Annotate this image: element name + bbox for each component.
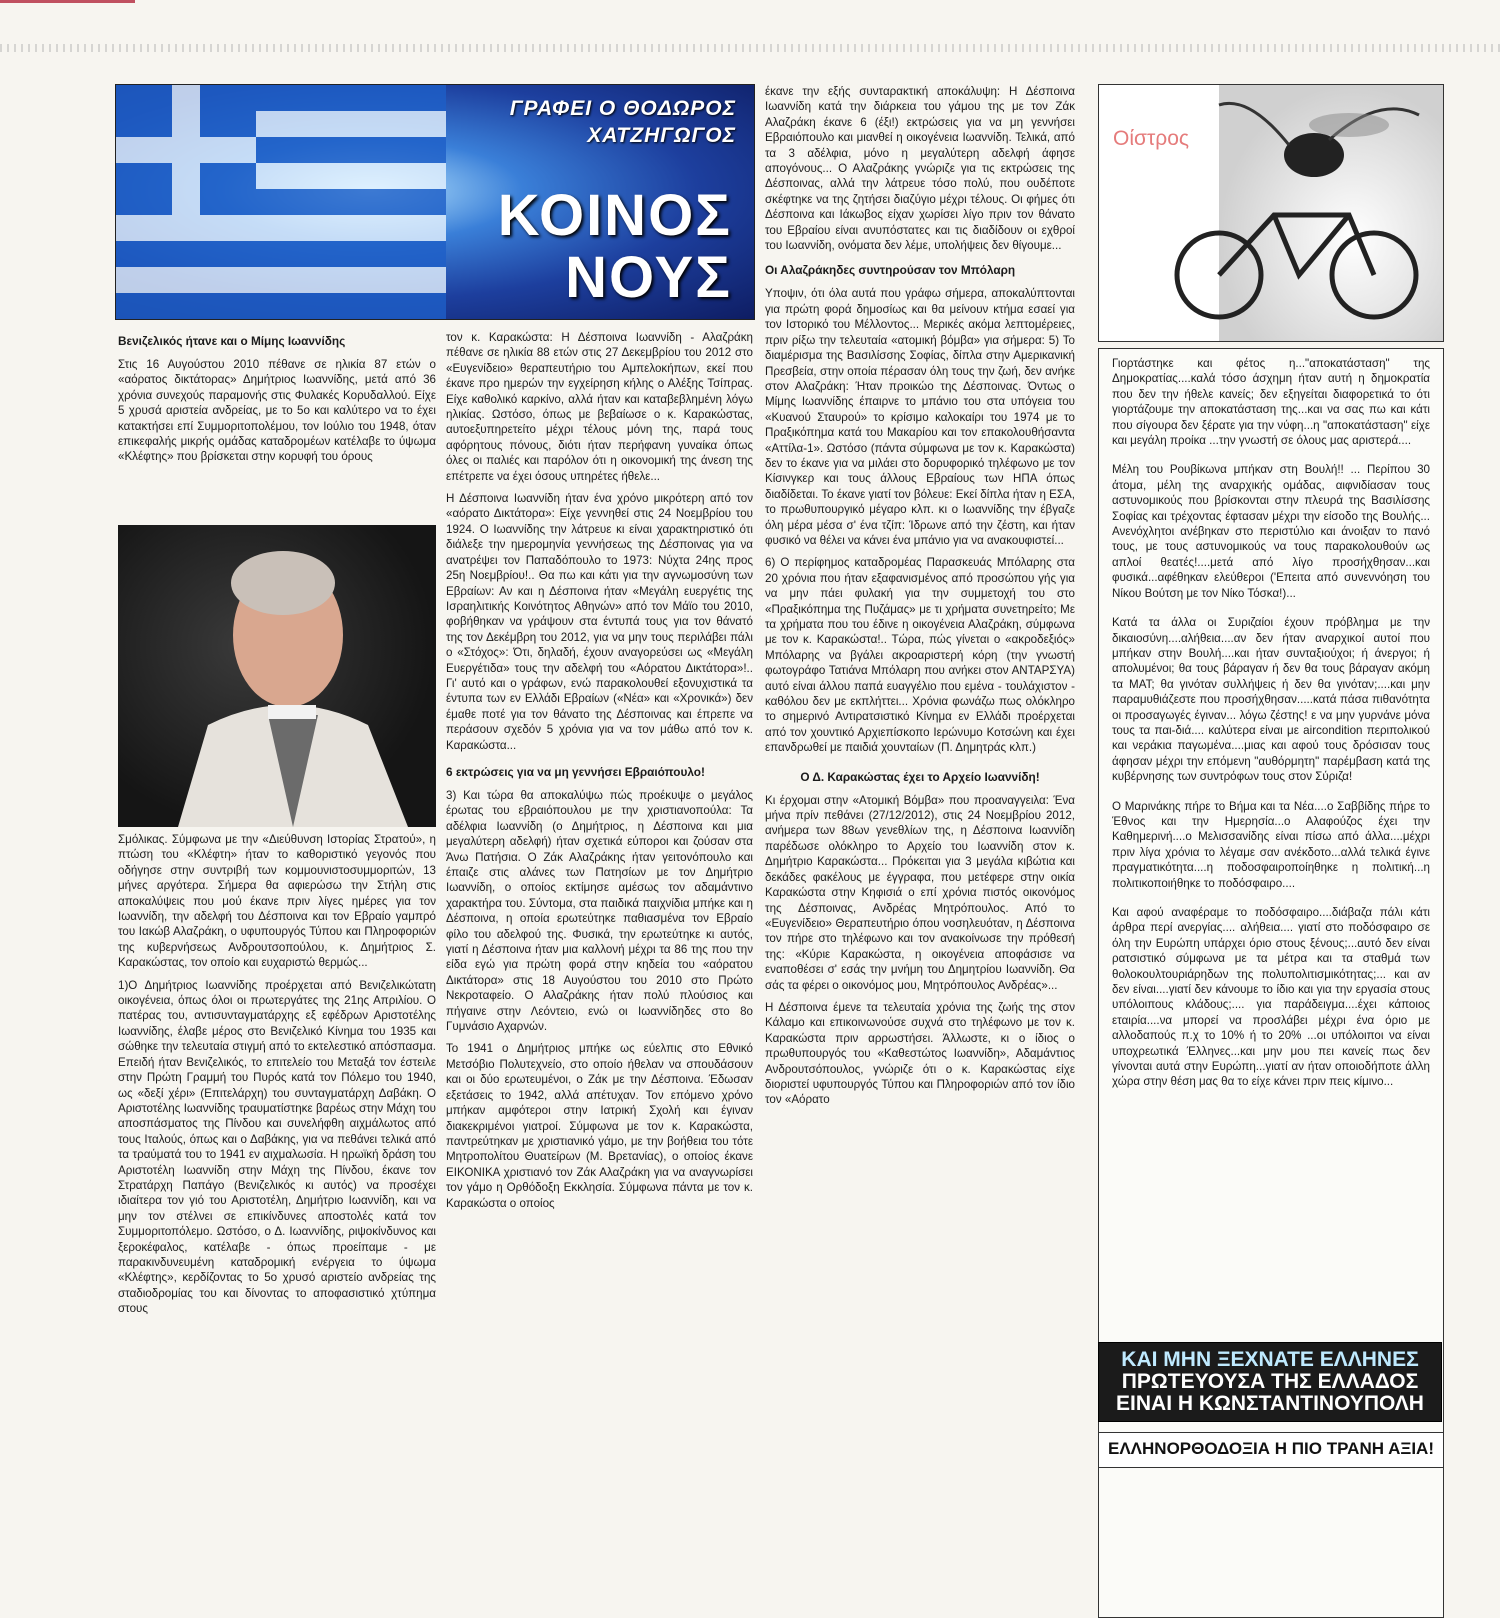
- section-heading-archeio: Ο Δ. Καρακώστας έχει το Αρχείο Ιωαννίδη!: [800, 769, 1040, 784]
- column-4-text: [1112, 356, 1430, 1406]
- byline-line-1: ΓΡΑΦΕΙ Ο ΘΟΔΩΡΟΣ: [509, 97, 736, 120]
- top-rule: [0, 0, 135, 3]
- ad-line-2: ΠΡΩΤΕΥΟΥΣΑ ΤΗΣ ΕΛΛΑΔΟΣ: [1121, 1370, 1419, 1393]
- paragraph: Γιορτάστηκε και φέτος η..."αποκατάσταση" της Δημοκρατίας....καλά τόσο άσχημη ήταν αυτή η δημοκρατία που δεν την ήθελε κανείς; δεν εξηγείται διαφορετικά το ότι γιορτάζουμε την αποκατάσταση της...και να σας πω και κάτι που σίγουρα δεν ξέρατε για την νύφη...η "αποκατάσταση" είχε και μεγάλη προίκα ...την γνωστή σε όλους μας αριστερά....: [1112, 357, 1430, 448]
- section-heading-venizelikos: Βενιζελικός ήτανε και ο Μίμης Ιωαννίδης: [118, 334, 346, 348]
- column-title-line-1: ΚΟΙΝΟΣ: [497, 183, 732, 248]
- section-heading-ektroseis: 6 εκτρώσεις για να μη γεννήσει Εβραιόπουλο!: [446, 764, 705, 779]
- ad-line-1: ΚΑΙ ΜΗΝ ΞΕΧΝΑΤΕ ΕΛΛΗΝΕΣ: [1121, 1348, 1419, 1371]
- oistros-graphic: [1098, 84, 1444, 342]
- column-3: [765, 84, 1075, 1500]
- paragraph: Στις 16 Αυγούστου 2010 πέθανε σε ηλικία 87 ετών ο «αόρατος δικτάτορας» Δημήτριος Ιωαννίδης, μετά από 36 χρόνια συνεχούς παραμονής στις Φυλακές Κορυδαλλού. Είχε 5 χρυσά αριστεία ανδρείας, με το 5ο και καλύτερο να το έχει κατακτήσει επί Συμμοριτοπολέμου, τον Ιούλιο του 1948, όταν επικεφαλής μικρής ομάδας καταδρομέων κατέλαβε το ύψωμα «Κλέφτης» που βρίσκεται στην κορυφή του όρους: [118, 358, 436, 464]
- paragraph: 1)Ο Δημήτριος Ιωαννίδης προέρχεται από Βενιζελικώτατη οικογένεια, όπως όλοι οι πρωτεργάτες της 21ης Απριλίου. Ο πατέρας του, αντισυνταγματάρχης εξ εφέδρων Αριστοτέλης Ιωαννίδης, έλαβε μέρος στο Βενιζελικό Κίνημα του 1935 και σώθηκε την τελευταία στιγμή από το εκτελεστικό απόσπασμα. Επειδή ήταν Βενιζελικός, το επιτελείο του Μεταξά τον έστειλε στην Πρώτη Γραμμή του Πυρός κατά τον Πόλεμο του 1940, ως «δεξί χέρι» (Επιτελάρχη) του συνταγματάρχη Δαβάκη. Ο Αριστοτέλης Ιωαννίδης τραυματίστηκε βαρέως στην Μάχη του αποσπάσματος της Πίνδου και συνελήφθη αιχμάλωτος από τους Ιταλούς, όπως και ο Δαβάκης, για να πεθάνει τελικά από τα τραύματά του το 1941 εν αιχμαλωσία. Η ηρωϊκή δράση του Αριστοτέλη Ιωαννίδη στην Μάχη της Πίνδου, έκανε τον Στρατάρχη Παπάγο (Βενιζελικός κι αυτός) να προσέχει ιδιαίτερα τον γιό του Αριστοτέλη, Δημήτριο Ιωαννίδη, και να μην τον στέλνει σε επικίνδυνες αποστολές κατά τον Συμμοριτοπόλεμο. Ωστόσο, ο Δ. Ιωαννίδης, ριψοκίνδυνος και ξεροκέφαλος, κατέλαβε - όπως προείπαμε - με παρακινδυνευμένη καταδρομική ενέργεια το ύψωμα «Κλέφτης», κερδίζοντας το 5ο χρυσό αριστείο ανδρείας της σταδιοδρομίας του και δίνοντας το αποφασιστικό χτύπημα στους: [118, 978, 436, 1316]
- byline: [510, 95, 736, 149]
- column-title: [498, 185, 732, 309]
- orthodoxy-ad: ΕΛΛΗΝΟΡΘΟΔΟΞΙΑ Η ΠΙΟ ΤΡΑΝΗ ΑΞΙΑ!: [1098, 1432, 1444, 1468]
- paragraph: Και αφού αναφέραμε το ποδόσφαιρο....διάβαζα πάλι κάτι άρθρα περί ανεργίας.... αλήθεια.... γιατί στο ποδόσφαιρο σε όλη την Ευρώπη υπάρχει όριο στους ξένους;...αυτό δεν είναι ρατσιστικό σύμφωνα με τα μέτρα και τα σταθμά των θολοκουλτουριάρηδων της πολυπολιτισμικότητας;... και αν δεν είναι....γιατί δεν κάνουμε το ίδιο και για την εργασία στους υπόλοιπους κλάδους;.... για παράδειγμα....έχει κάποιος εταιρία....να μπορεί να προσλάβει μέχρι ένα όριο με αλλοδαπούς π.χ το 10% ή το 20% ...οι υπόλοιποι να είναι υποχρεωτικά Έλληνες...και μην μου πει κανείς πως δεν γίνονται αυτά στην Ευρώπη...γιατί αν ήταν οποιοδήποτε άλλη χώρα στην θέση μας θα το είχε κάνει πριν πεις κίμινο...: [1112, 906, 1430, 1089]
- column-2: [446, 330, 753, 1500]
- fly-on-bicycle-icon: [1099, 85, 1443, 341]
- oistros-title: Οίστρος: [1113, 127, 1190, 150]
- column-title-line-2: ΝΟΥΣ: [565, 245, 732, 310]
- paragraph: 3) Και τώρα θα αποκαλύψω πώς προέκυψε ο μεγάλος έρωτας του εβραιόπουλου με την χριστιανοπούλα: Τα αδέλφια Ιωαννίδη (ο Δημήτριος, η Δέσποινα και μια μεγαλύτερη αδελφή) ήταν σχετικά εύποροι και ζούσαν στα Άνω Πατήσια. Ο Ζάκ Αλαζράκης ήταν γειτονόπουλο και έπαιζε στις αλάνες των Πατησίων με τον Δημήτριο Ιωαννίδη, ο οποίος εκτίμησε αμέσως τον αδαμάντινο χαρακτήρα του. Σύντομα, στα παιδικά παιχνίδια μπήκε και η Δέσποινα, η οποία ερωτεύτηκε παθιασμένα τον Εβραίο φίλο του αδελφού της. Φυσικά, την ερωτεύτηκε κι αυτός, γιατί η Δέσποινα ήταν μια καλλονή μέχρι τα 86 της που την είδα εγώ για πρώτη φορά στην κηδεία του «αόρατου Δικτάτορα» στις 18 Αυγούστου του 2010 στο Πρώτο Νεκροταφείο. Ο Αλαζράκης ήταν πολύ πλούσιος και πήγαινε στην Λεόντειο, ενώ οι Ιωαννίδηδες στο 8ο Γυμνάσιο Αχαρνών.: [446, 788, 753, 1034]
- paragraph: τον κ. Καρακώστα: Η Δέσποινα Ιωαννίδη - Αλαζράκη πέθανε σε ηλικία 88 ετών στις 27 Δεκεμβρίου του 2012 στο «Ευγενίδειο» θεραπευτήριο του Αμπελοκήπων, εκεί που έκανε προ ημερών την εγχείρηση κήλης ο Αλέξης Τσίπρας. Είχε καθολικό καρκίνο, αλλά ήταν και καταβεβλημένη λόγω ηλικίας. Ωστόσο, όπως με βεβαίωσε ο κ. Καρακώστας, αυτοεξυπηρετείτο μέχρι τέλους μόνη της, παρά τους αφόρητους πόνους, διότι ήταν περήφανη γυναίκα όπως όλες οι παλιές και παρόλον ότι η οικονομική της άνεση της επέτρεπε να έχει όσους υπηρέτες ήθελε...: [446, 331, 753, 483]
- portrait-photo: [118, 525, 436, 827]
- ad-line-3: ΕΙΝΑΙ Η ΚΩΝΣΤΑΝΤΙΝΟΥΠΟΛΗ: [1116, 1392, 1424, 1415]
- constantinople-ad: [1098, 1342, 1442, 1422]
- paragraph: Σμόλικας. Σύμφωνα με την «Διεύθυνση Ιστορίας Στρατού», η πτώση του «Κλέφτη» ήταν το καθοριστικό γεγονός που οδήγησε στην συντριβή των κομμουνιστοσυμμοριτών, 13 μήνες αργότερα. Σήμερα θα αφιερώσω την Στήλη στις αποκαλύψεις που μού έκανε πριν λίγες ημέρες για τον Ιωαννίδη, την αδελφή του Δέσποινα και τον Εβραίο γαμπρό του Ιακώβ Αλαζράκη, ο υφυπουργός Τύπου και Πληροφοριών της κυβερνήσεως Ανδρουτσοπούλου, κ. Δημήτριος Σ. Καρακώστας, τον οποίο και ευχαριστώ θερμώς...: [118, 833, 436, 970]
- paragraph: Κατά τα άλλα οι Συριζαίοι έχουν πρόβλημα με την δικαιοσύνη....αλήθεια....αν δεν ήταν αναρχικοί αυτοί που μπήκαν στην Βουλή....και ήταν συνταξιούχοι; ή άνεργοι; ή απολυμένοι; θα τους βάραγαν ή δεν θα τους βάραγαν ακόμη τα ΜΑΤ; θα γινόταν συλλήψεις ή δεν θα γινόταν;....και μην παραμυθιάζεστε που προσήχθησαν.....κατά πάσα πιθανότητα οι προσαγωγές έγιναν... λόγω ζέστης! ε να μην γυρνάνε μόνα τους τα παι-διά.... καλύτερα είναι με aircondition περιπολικού και νεράκια παγωμένα....μιας και αφού τους δρόσισαν τους άφησαν μέχρι την επόμενη "αυθόρμητη" παρέμβαση κατά της κυβέρνησης των συντρόφων τους στον Σύριζα!: [1112, 616, 1430, 784]
- paragraph: Υποψιν, ότι όλα αυτά που γράφω σήμερα, αποκαλύπτονται για πρώτη φορά δημοσίως και θα μείνουν κτήμα εσαεί για τον Ιστορικό του Μέλλοντος... Μερικές ακόμα λεπτομέρειες, πριν ρίξω την τελευταία «ατομική βόμβα» για σήμερα: 5) Το διαμέρισμα της Βασιλίσσης Σοφίας, δίπλα στην Αμερικανική Πρεσβεία, στην οποία πέρασαν όλη τους την ζωή, δεν ανήκε στον Αλαζράκη: Ήταν προικώο της Δέσποινας. Όντως ο Μίμης Ιωαννίδης έπαιρνε το μπάνιο του στα υπόγεια του «Κυανού Σταυρού» το κρίσιμο καλοκαίρι του 1974 με το Πραξικόπημα κατά του Μακαρίου και τον επακολουθήσαντα «Αττίλα-1». Ωστόσο (πάντα σύμφωνα με τον κ. Καρακώστα) δεν το έκανε για να μιλάει στο δορυφορικό τηλέφωνο με τον Κίσινγκερ και τους άλλους Εβραίους των ΗΠΑ όπως διαδίδεται. Το έκανε γιατί τον βόλευε: Εκεί δίπλα ήταν η ΕΣΑ, το πρωθυπουργικό μέγαρο κλπ. κι ο Ιωαννίδης την έβγαζε όλη μέρα μέσα σ' ένα τζίπ: Ίδρωνε από την ζέστη, και ήταν φυσικό να θέλει να κάνει ένα μπάνιο για να ανακουφιστεί...: [765, 287, 1075, 547]
- portrait-illustration: [118, 525, 436, 827]
- column-banner: [115, 84, 755, 320]
- paragraph: Μέλη του Ρουβίκωνα μπήκαν στη Βουλή!! ... Περίπου 30 άτομα, μέλη της αναρχικής ομάδας, αιφνιδίασαν τους αστυνομικούς που βρίσκονται στην πλευρά της Βασιλίσσης Σοφίας και τρέχοντας έφτασαν μέχρι την είσοδο της Βουλής... Ανενόχλητοι ανέβηκαν στο περιστύλιο και άνοιξαν το πανό τους, με τους αστυνομικούς να τους παρακολουθούν ως απλοί θεατές!....μετά από λίγο προσήχθησαν...και φυσικά...αφέθηκαν ελεύθεροι ('Επειτα από συνεννόηση του Νίκου Βούτση με τον Νίκο Τόσκα!)...: [1112, 463, 1430, 600]
- scan-speckle: [0, 44, 1500, 52]
- column-1-bottom: [118, 832, 436, 1500]
- paragraph: Η Δέσποινα έμενε τα τελευταία χρόνια της ζωής της στον Κάλαμο και επικοινωνούσε συχνά στο τηλέφωνο με τον κ. Καρακώστα πριν αρρωστήσει. Άλλωστε, κι ο ίδιος ο πρωθυπουργός του «Καθεστώτος Ιωαννίδη», Αδαμάντιος Ανδρουτσόπουλος, γνώριζε ότι ο κ. Καρακώστας είχε διοριστεί υφυπουργός Τύπου και Πληροφοριών από τον ίδιο τον «Αόρατο: [765, 1000, 1075, 1107]
- paragraph: 6) Ο περίφημος καταδρομέας Παρασκευάς Μπόλαρης στα 20 χρόνια που ήταν εξαφανισμένος από προσώπου γής για να μην πάει φυλακή για την συμμετοχή του στο «Πραξικόπημα της Πυζάμας» με τι χρήματα συνετηρείτο; Με τα χρήματα που του έδινε η οικογένεια Αλαζράκη, σύμφωνα με τον κ. Καρακώστα!.. Τώρα, πώς γίνεται ο «ακροδεξιός» Μπόλαρης να βγάλει ακροαριστερή κόρη (την γνωστή φωτογράφο Τατιάνα Μπόλαρη που ανήκει στον ΑΝΤΑΡΣΥΑ) αυτό είναι άλλου παπά ευαγγέλιο που εμένα - τουλάχιστον - καθόλου δεν με εκπλήττει... Χρόνια φωνάζω πως ολόκληρο το σημερινό Αντιρατσιστικό Κίνημα εν Ελλάδι προέρχεται από τον χουντικό Αρχιεπίσκοπο Ιερώνυμο Κοτσώνη και έχει επανδρωθεί με παιδιά χουνταίων (Π. Δημητράς κλπ.): [765, 556, 1075, 755]
- paragraph: Το 1941 ο Δημήτριος μπήκε ως εύελπις στο Εθνικό Μετσόβιο Πολυτεχνείο, στο οποίο ήθελαν να σπουδάσουν και οι δύο ερωτευμένοι, ο Ζάκ με την Δέσποινα. Έδωσαν εξετάσεις το 1942, αλλά απέτυχαν. Τον επόμενο χρόνο μπήκαν αμφότεροι στην Ιατρική Σχολή και έγιναν διακεκριμένοι γιατροί. Σύμφωνα με τον κ. Καρακώστα, παντρεύτηκαν με χριστιανικό γάμο, με την βοήθεια του τότε Μητροπολίτου Θυατείρων (Μ. Βρετανίας), ο οποίος έκανε ΕΙΚΟΝΙΚΑ χριστιανό τον Ζάκ Αλαζράκη για να αναγνωρίσει τον γάμο η Ορθόδοξη Εκκλησία. Σύμφωνα πάντα με τον κ. Καρακώστα ο οποίος: [446, 1042, 753, 1210]
- paragraph: Κι έρχομαι στην «Ατομική Βόμβα» που προαναγγειλα: Ένα μήνα πρίν πεθάνει (27/12/2012), στις 24 Νοεμβρίου 2012, ανήμερα των 88ων γενεθλίων της, η Δέσποινα Ιωαννίδη παρέδωσε ολόκληρο το Αρχείο του Ιωαννίδη στον κ. Δημήτριο Καρακώστα... Πρόκειται για 3 μεγάλα κιβώτια και δεκάδες φακέλους με έγγραφα, που μετέφερε στην οικία Καρακώστα στην Κηφισιά ο επί χρόνια πιστός οικονόμος της Δέσποινας, Ανδρέας Μητρόπουλος. Από το «Ευγενίδειο» Θεραπευτήριο όπου νοσηλευόταν, η Δέσποινα τον πήρε στο τηλέφωνο και τον ανακοίνωσε την πρόθεσή της: «Κύριε Καρακώστα, η οικογένεια αποφάσισε να εναποθέσει σ' εσάς την μνήμη του Δημητρίου Ιωαννίδη. Θα σάς τα φέρει ο οικονόμος μου, Μητρόπουλος Ανδρέας»...: [765, 793, 1075, 992]
- section-heading-bolaris: Οι Αλαζράκηδες συντηρούσαν τον Μπόλαρη: [765, 263, 1016, 278]
- paragraph: Η Δέσποινα Ιωαννίδη ήταν ένα χρόνο μικρότερη από τον «αόρατο Δικτάτορα»: Είχε γεννηθεί στις 24 Νοεμβρίου του 1924. Ο Ιωαννίδης την λάτρευε κι είναι χαρακτηριστικό ότι διάλεξε την ημερομηνία γεννήσεως της Δέσποινας για να ανατρέψει τον Παπαδόπουλο το 1973: Νύχτα 24ης προς 25η Νοεμβρίου!.. Θα πω και κάτι για την αγνωμοσύνη των Εβραίων: Αν και η Δέσποινα ήταν «Μεγάλη ευεργέτις της Ισραηλιτικής Κοινότητος Αθηνών» από τον Μάϊο του 2010, φοβήθηκαν να γράψουν στα έντυπά τους για τον θάνατό της τον Δεκέμβρη του 2012, για να μην τους περιλάβει πάλι ο «Στόχος»: Ότι, δηλαδή, έχουν αναγορεύσει ως «Μεγάλη Ευεργέτιδα» τους την αδελφή του «Αόρατου Δικτάτορα»!.. Γι' αυτό και ο γράφων, ενώ παρακολουθεί εξονυχιστικά τα έντυπα των εν Ελλάδι Εβραίων («Νέα» και «Χρονικά») δεν έμαθε ποτέ για τον θάνατο της Δέσποινας και έπρεπε να περάσουν σχεδόν 5 χρόνια για να τον μάθω από τον κ. Καρακώστα...: [446, 492, 753, 752]
- paragraph: Ο Μαρινάκης πήρε το Βήμα και τα Νέα....ο Σαββίδης πήρε το Έθνος και την Ημερησία...ο Αλαφούζος έχει την Καθημερινή....ο Μελισσανίδης είναι πίσω από άλλα....μέχρι πριν λίγα χρόνια το λέγαμε σαν ανέκδοτο...αλλά τελικά έγινε πραγματικότητα....η ποδοσφαιροποίηθηκε η πολιτική...η πολιτικοποιήθηκε το ποδόσφαιρο....: [1112, 799, 1430, 890]
- greek-flag-image: [116, 85, 446, 319]
- column-1-top: [118, 330, 436, 520]
- byline-line-2: ΧΑΤΖΗΓΩΓΟΣ: [587, 124, 736, 147]
- paragraph: έκανε την εξής συνταρακτική αποκάλυψη: Η Δέσποινα Ιωαννίδη κατά την διάρκεια του γάμου της με τον Ζάκ Αλαζράκη έκανε 6 (έξι!) εκτρώσεις για να μη γεννήσει Εβραιόπουλο και μιανθεί η οικογένεια Ιωαννίδη. Τελικά, από τα 3 αδέλφια, μόνο η μεγαλύτερη αδελφή άφησε απογόνους... Ο Αλαζράκης γνώριζε για τις εκτρώσεις της Δέσποινας, αλλά την λάτρευε τόσο πολύ, που ουδέποτε σκέφτηκε να της ζητήσει διαζύγιο μέχρι τέλους. Οι φήμες ότι Δέσποινα και Ιάκωβος είχαν χωρίσει λίγο πριν τον θάνατο του Εβραίου είναι ανυπόστατες και τις διαδίδουν οι εχθροί του Ιωαννίδη, ονόματα δεν λέμε, υπολήψεις δεν θίγουμε...: [765, 85, 1075, 253]
